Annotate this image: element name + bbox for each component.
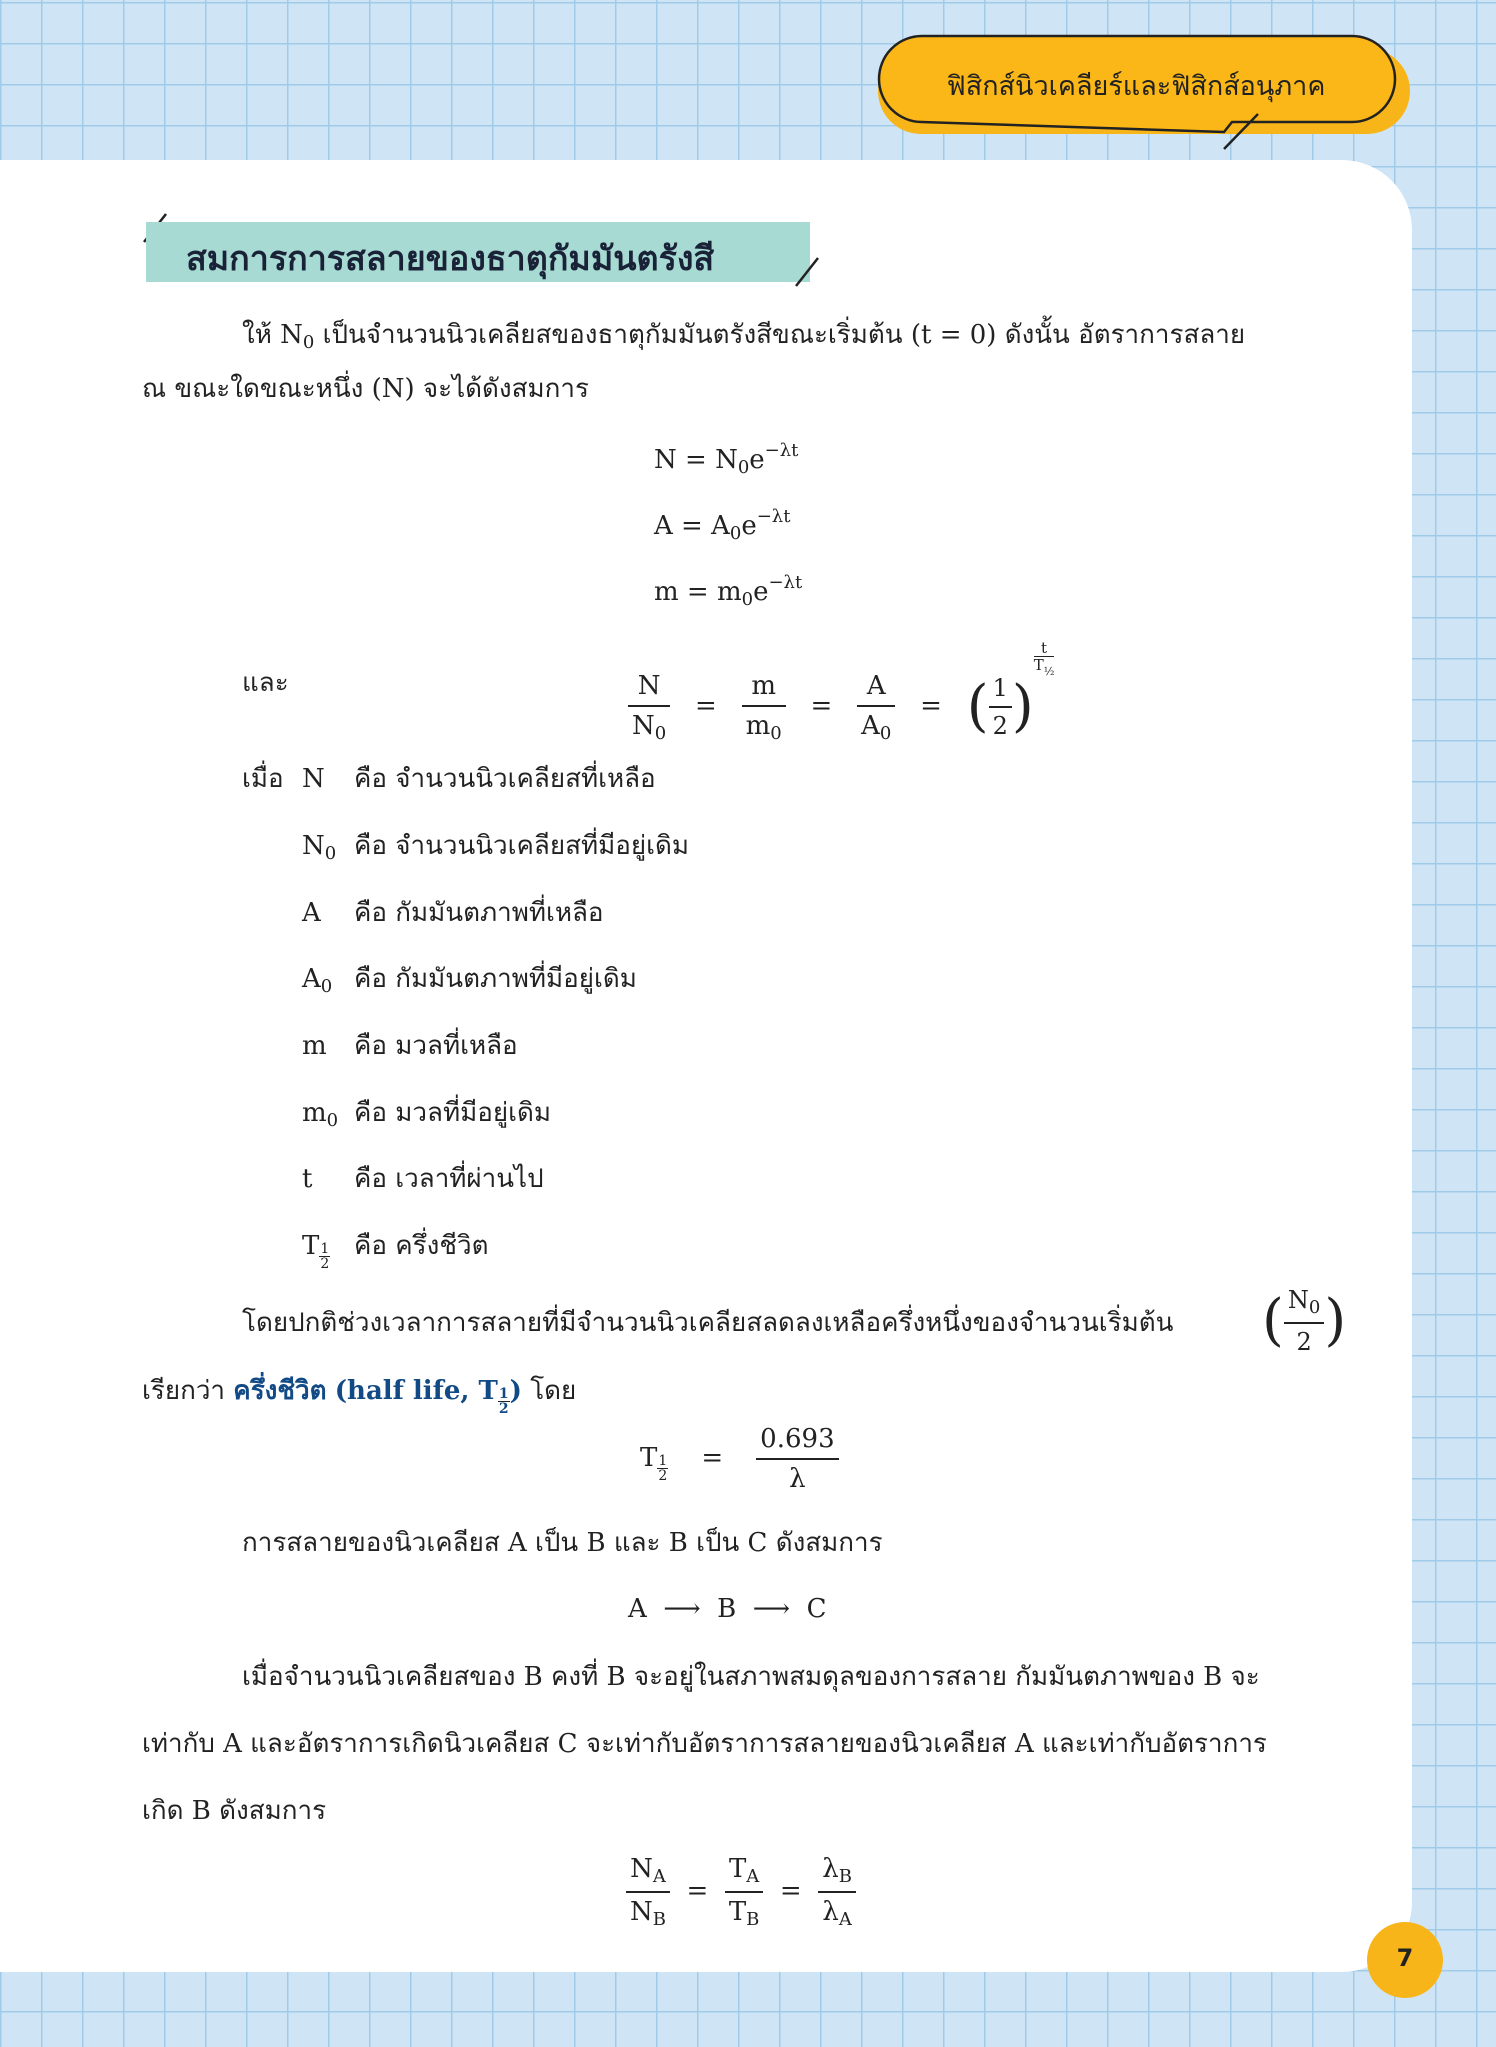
- equation-a: $A = A_0e^{-\lambda t}$: [654, 506, 791, 544]
- intro-line-2: ณ ขณะใดขณะหนึ่ง (N) จะได้ดังสมการ: [142, 374, 589, 404]
- intro-line-1: ให้ $N_0$ เป็นจำนวนนิวเคลียสของธาตุกัมมันตรังสีขณะเริ่มต้น (t = 0) ดังนั้น อัตราการสลาย: [242, 320, 1246, 353]
- section-title: สมการการสลายของธาตุกัมมันตรังสี: [186, 239, 715, 279]
- chapter-title: ฟิสิกส์นิวเคลียร์และฟิสิกส์อนุภาค: [946, 71, 1326, 102]
- page-number-badge: [1367, 1922, 1443, 1998]
- ratio-equation: $\frac{N}{N_0}$ = $\frac{m}{m_0}$ = $\frac{A}{A_0}$ = ( $\frac{1}{2}$ ) $\frac{t}{T_{\frac{1}{2}}}$: [628, 640, 1054, 744]
- decay-chain: A ⟶ B ⟶ C: [628, 1594, 827, 1624]
- section-title-box: [146, 222, 810, 282]
- equation-n: $N = N_0e^{-\lambda t}$: [654, 440, 799, 478]
- chain-intro: การสลายของนิวเคลียส A เป็น B และ B เป็น C ดังสมการ: [242, 1528, 883, 1558]
- title-slash-right-icon: [792, 254, 822, 290]
- page-sheet: [0, 160, 1412, 1972]
- equilibrium-line-1: เมื่อจำนวนนิวเคลียสของ B คงที่ B จะอยู่ในสภาพสมดุลของการสลาย กัมมันตภาพของ B จะ: [242, 1662, 1260, 1692]
- page-number: 7: [1396, 1944, 1414, 1972]
- equilibrium-line-3: เกิด B ดังสมการ: [142, 1796, 327, 1826]
- n0-over-2: ( $\frac{N_0}{2}$ ): [1262, 1286, 1347, 1356]
- half-life-line-1: โดยปกติช่วงเวลาการสลายที่มีจำนวนนิวเคลียสลดลงเหลือครึ่งหนึ่งของจำนวนเริ่มต้น: [242, 1308, 1174, 1338]
- chapter-tag: [872, 34, 1410, 154]
- and-label: และ: [242, 668, 289, 698]
- equilibrium-equation: $\frac{N_A}{N_B}$ = $\frac{T_A}{T_B}$ = $\frac{\lambda_B}{\lambda_A}$: [626, 1854, 856, 1930]
- half-life-formula: T $\frac{1}{2}$ = $\frac{0.693}{\lambda}$: [640, 1424, 839, 1494]
- equilibrium-line-2: เท่ากับ A และอัตราการเกิดนิวเคลียส C จะเท่ากับอัตราการสลายของนิวเคลียส A และเท่ากับอัตราการ: [142, 1729, 1267, 1759]
- when-label: เมื่อ: [242, 764, 284, 794]
- half-life-line-2: เรียกว่า ครึ่งชีวิต (half life, T $\frac{1}{2}$) โดย: [142, 1376, 577, 1417]
- equation-m: $m = m_0e^{-\lambda t}$: [654, 572, 803, 610]
